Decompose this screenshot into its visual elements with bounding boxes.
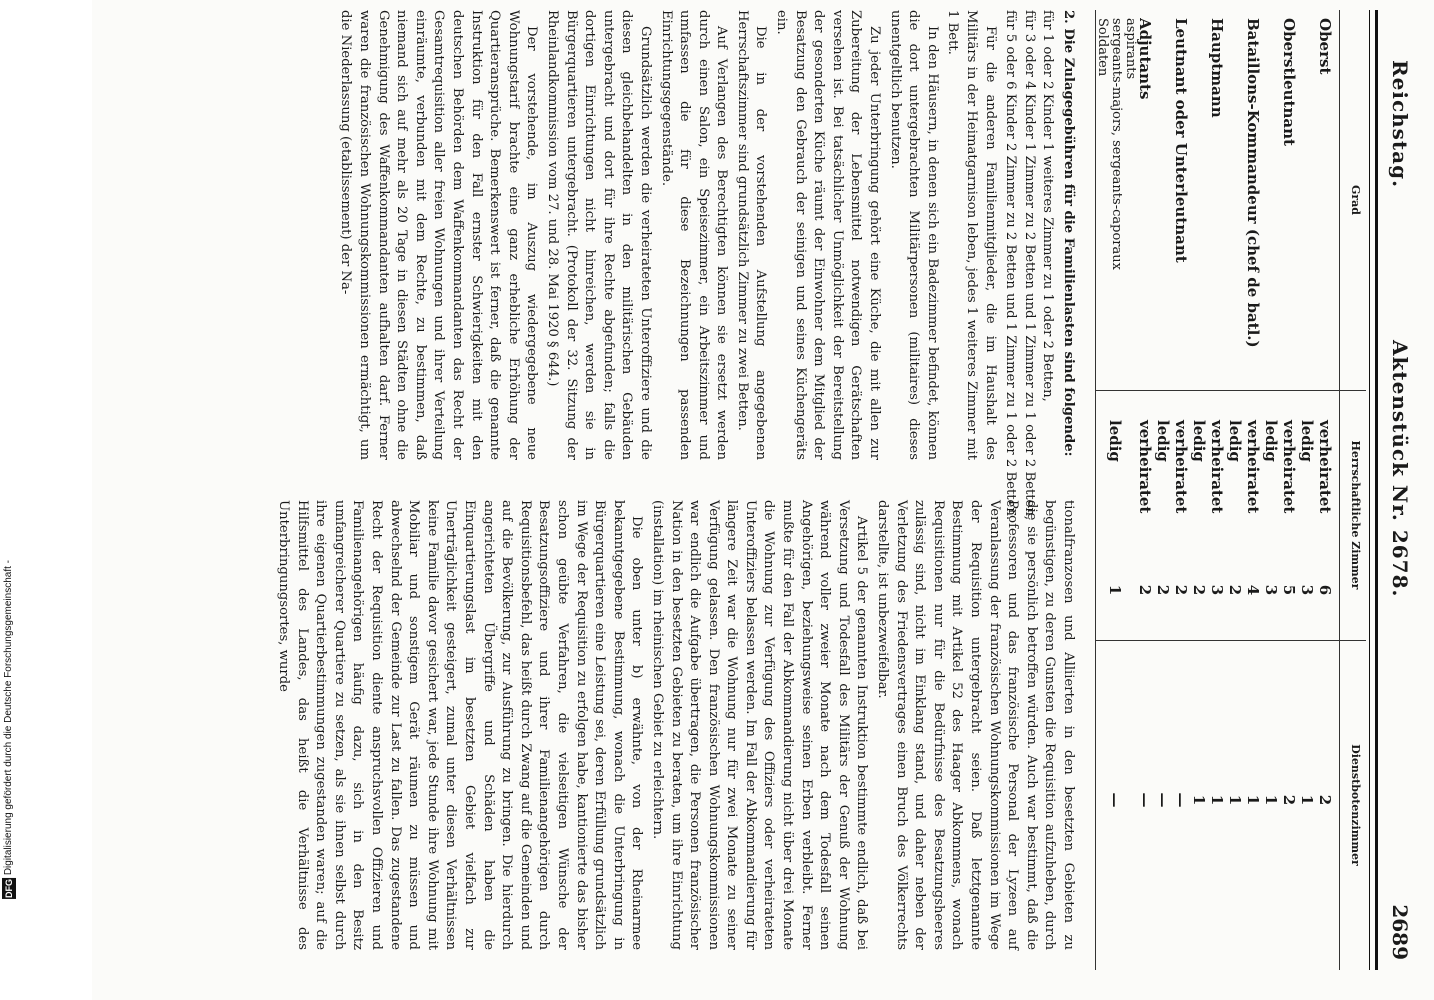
header-rule-thick [1375, 10, 1378, 970]
cell-stand: ledig [1154, 420, 1172, 462]
cell-zimmer: 5 [1280, 584, 1298, 596]
cell-grad: Soldaten [1095, 18, 1110, 77]
cell-stand: verheiratet [1244, 420, 1262, 514]
cell-dienst: 1 [1244, 794, 1262, 806]
cell-dienst: — [1106, 792, 1124, 808]
cell-grad: Hauptmann [1208, 18, 1226, 118]
cell-dienst: 1 [1208, 794, 1226, 806]
table-header-rule [1339, 10, 1340, 970]
cell-stand: verheiratet [1208, 420, 1226, 514]
cell-zimmer: 2 [1136, 584, 1154, 596]
cell-zimmer: 2 [1172, 584, 1190, 596]
digitization-credit-text: Digitalisierung gefördert durch die Deutsche Forschungsgemeinschaft - [3, 560, 14, 876]
dfg-logo: DFG [4, 878, 14, 898]
paragraph: Zu jeder Unterbringung gehört eine Küche, die mit allen zur Zubereitung der Lebensmittel notwendigen Gerätschaften versehen ist. Bei tatsächlicher Unmöglichkeit der Bereitstellung der gesonderten Küche räumt der Einwohner dem Mitglied der Besatzung den Gebrauch der seinigen und seines Küchengeräts ein. [774, 10, 883, 460]
cell-stand: verheiratet [1280, 420, 1298, 514]
cell-dienst: — [1136, 792, 1154, 808]
paragraph: Die oben unter b) erwähnte, von der Rheinarmee bekanntgegebene Bestimmung, wonach die Unterbringung in Bürgerquartieren eine Leistung sei, deren Erfüllung grundsätzlich im Wege der Requisition zu erfolgen habe, kantionierte das bisher schon geübte Verfahren, die vielseitigen Wünsche der Besatzungsoffiziere und ihrer Familienangehörigen durch Requisitionsbefehl, das heißt durch Zwang auf die Gemeinden und auf die Bevölkerung, zur Ausführung zu bringen. Die hierdurch angerichteten Übergriffe und Schäden haben die Einquartierungslast im besetzten Gebiet vielfach zur Unerträglichkeit gesteigert, zumal unter diesen Verhältnissen keine Familie davor gesichert war, jede Stunde ihre Wohnung mit Mobiliar und sonstigem Gerät räumen zu müssen und abwechselnd der Gemeinde zur Last zu fallen. Das zugestandene Recht der Requisition diente anspruchsvollen Offizieren und Familienangehörigen häufig dazu, sich in den Besitz umfangreicherer Quartiere zu setzen, als sie ihnen selbst durch ihre eigenen Quartierbestimmungen zugestanden waren; auf die Hilfsmittel des Landes, das heißt die Verhältnisse des Unterbringungsortes, wurde [276, 500, 645, 950]
paragraph: Auf Verlangen des Berechtigten können sie ersetzt werden durch einen Salon, ein Speisezimmer, ein Arbeitszimmer und umfassen die für diese Bezeichnungen passenden Einrichtungsgegenstände. [658, 10, 730, 460]
cell-dienst: — [1154, 792, 1172, 808]
table-bottom-rule [1095, 10, 1096, 970]
cell-grad: Oberst [1316, 18, 1334, 75]
document-page [92, 0, 1434, 1000]
cell-zimmer: 2 [1190, 584, 1208, 596]
paragraph: Grundsätzlich werden die verheirateten Unteroffiziere und die diesen gleichbehandelten in den militärischen Gebäuden untergebracht und dort für ihre Rechte abgefunden; falls die dortigen Einrichtungen nicht hinreichen, werden sie in Bürgerquartieren untergebracht. (Protokoll der 32. Sitzung der Rheinlandkommission vom 27. und 28. Mai 1920 § 644.) [544, 10, 653, 460]
column-header-dienstboten: Dienstbotenzimmer [1349, 744, 1362, 866]
column-header-grad: Grad [1349, 184, 1362, 215]
list-item: für 3 oder 4 Kinder 1 Zimmer zu 2 Betten und 1 Zimmer zu 1 oder 2 Betten, [1021, 10, 1037, 521]
paragraph: Für die anderen Familienmitglieder, die im Haushalt des Militärs in der Heimatgarnison leben, jedes 1 weiteres Zimmer mit 1 Bett. [945, 10, 998, 460]
cell-stand: ledig [1262, 420, 1280, 462]
table-row [1086, 10, 1110, 970]
cell-stand: ledig [1226, 420, 1244, 462]
right-text-column [271, 500, 1077, 950]
page-number: 2689 [1388, 904, 1412, 960]
cell-stand: ledig [1190, 420, 1208, 462]
digitization-credit [2, 560, 16, 903]
header-aktenstueck: Aktenstück Nr. 2678. [1388, 340, 1412, 598]
paragraph: Artikel 5 der genannten Instruktion bestimmte endlich, daß bei Versetzung und Todesfall des Militärs der Genuß der Wohnung während voller zweier Monate nach dem Todesfall seinen Angehörigen, beziehungsweise seinen Erben verbleibt. Ferner mußte für den Fall der Abkommandierung nicht über drei Monate die Wohnung zur Verfügung des Offiziers oder verheirateten Unteroffiziers belassen werden. Im Fall der Abkommandierung für längere Zeit war die Wohnung nur für zwei Monate zu seiner Verfügung gelassen. Den französischen Wohnungskommissionen war endlich die Aufgabe übertragen, die Personen französischer Nation in den besetzten Gebieten zu beraten, um ihre Einrichtung (installation) im rheinischen Gebiet zu erleichtern. [649, 500, 870, 950]
cell-grad: sergeants-majors, sergeants-caporaux [1109, 18, 1124, 270]
cell-grad: Oberstleutnant [1280, 18, 1298, 146]
paragraph: Der vorstehende, im Auszug wiedergegebene neue Wohnungstarif brachte eine ganz erhebliche Erhöhung der Quartieransprüche. Bemerkenswert ist ferner, daß die genannte Instruktion für den Fall ernster Schwierigkeiten mit den deutschen Behörden dem Waffenkommandanten das Recht der Gesamtrequisition aller freien Wohnungen und ihrer Verteilung einräumte, verbunden mit dem Rechte, zu bestimmen, daß niemand sich auf mehr als 20 Tage in diesen Städten ohne die Genehmigung des Waffenkommandanten aufhalten darf. Ferner waren die französischen Wohnungskommissionen ermächtigt, um die Niederlassung (etablissement) der Na- [338, 10, 540, 460]
cell-dienst: 2 [1280, 794, 1298, 806]
cell-stand: ledig [1106, 420, 1124, 462]
cell-zimmer: 6 [1316, 584, 1334, 596]
cell-zimmer: 3 [1298, 584, 1316, 596]
cell-stand: ledig [1298, 420, 1316, 462]
paragraph: Die in der vorstehenden Aufstellung angegebenen Herrschaftszimmer sind grundsätzlich Zimmer zu zwei Betten. [734, 10, 769, 460]
cell-zimmer: 2 [1226, 584, 1244, 596]
cell-grad: Adjutants [1136, 18, 1154, 100]
left-text-column [334, 10, 1077, 521]
quarters-table [1086, 10, 1366, 970]
cell-zimmer: 1 [1106, 584, 1124, 596]
paragraph: tionalfranzosen und Alliierten in den besetzten Gebieten zu begünstigen, zu deren Gunsten die Requisition aufzuheben, durch die sie persönlich betroffen würden. Auch war bestimmt, daß die Professoren und das französische Personal der Lyzeen auf Veranlassung der französischen Wohnungskommissionen im Wege der Requisition untergebracht seien. Daß letztgenannte Bestimmung mit Artikel 52 des Haager Abkommens, wonach Requisitionen nur für die Bedürfnisse des Besatzungsheeres zulässig sind, nicht im Einklang stand, und daher neben der Verletzung des Friedensvertrages einen Bruch des Völkerrechts darstellte, ist unbezweifelbar. [875, 500, 1076, 950]
cell-grad: Bataillons-Kommandeur (chef de batl.) [1244, 18, 1262, 348]
header-rule-thin [1369, 10, 1370, 970]
cell-zimmer: 3 [1208, 584, 1226, 596]
header-reichstag: Reichstag. [1388, 60, 1412, 189]
section-heading: 2. Die Zulagegebühren für die Familienlasten sind folgende: [1061, 10, 1076, 457]
cell-grad: Leutnant oder Unterleutnant [1172, 18, 1190, 263]
cell-dienst: 1 [1298, 794, 1316, 806]
cell-zimmer: 4 [1244, 584, 1262, 596]
cell-dienst: 2 [1316, 794, 1334, 806]
cell-zimmer: 2 [1154, 584, 1172, 596]
cell-dienst: 1 [1226, 794, 1244, 806]
cell-dienst: — [1172, 792, 1190, 808]
cell-grad: aspirants [1123, 18, 1138, 80]
list-item: für 5 oder 6 Kinder 2 Zimmer zu 2 Betten und 1 Zimmer zu 1 oder 2 Betten. [1003, 10, 1019, 521]
rotated-content [102, 10, 1422, 990]
family-allowance-list [1001, 10, 1057, 521]
cell-stand: verheiratet [1136, 420, 1154, 514]
cell-dienst: 1 [1262, 794, 1280, 806]
cell-zimmer: 3 [1262, 584, 1280, 596]
cell-stand: verheiratet [1316, 420, 1334, 514]
cell-stand: verheiratet [1172, 420, 1190, 514]
cell-dienst: 1 [1190, 794, 1208, 806]
column-header-herrschaftliche: Herrschaftliche Zimmer [1349, 440, 1362, 590]
list-item: für 1 oder 2 Kinder 1 weiteres Zimmer zu 1 oder 2 Betten, [1040, 10, 1056, 402]
paragraph: In den Häusern, in denen sich ein Badezimmer befindet, können die dort untergebrachten Militärpersonen (militaires) dieses unentgeltlich benutzen. [887, 10, 940, 460]
page-header [1376, 40, 1412, 960]
